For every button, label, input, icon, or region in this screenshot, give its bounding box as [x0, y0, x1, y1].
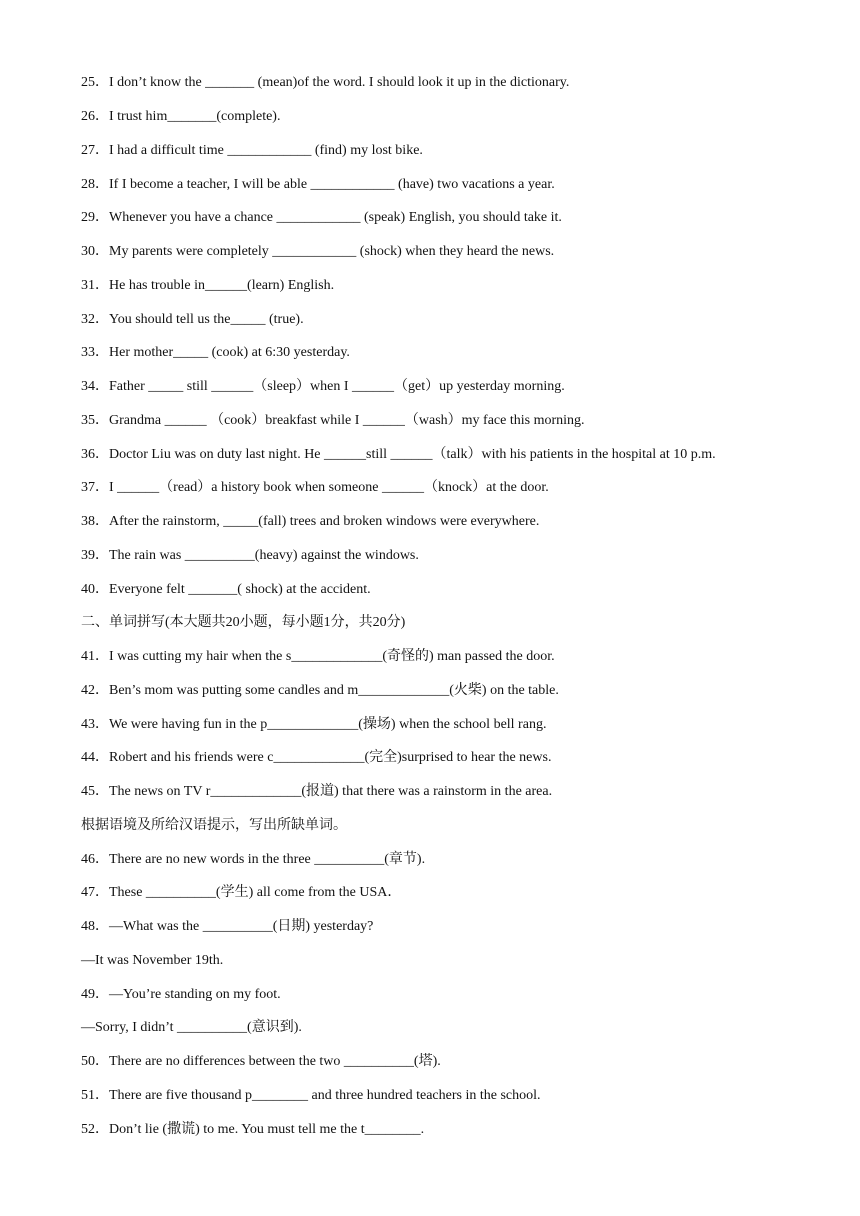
question-36: 36．Doctor Liu was on duty last night. He ______still ______（talk）with his patients in the hospital at 10 p.m. [81, 447, 716, 462]
question-48: 48．—What was the __________(日期) yesterday? [81, 919, 374, 934]
question-34: 34．Father _____ still ______（sleep）when I ______（get）up yesterday morning. [81, 379, 565, 394]
answer-49: —Sorry, I didn’t __________(意识到). [81, 1020, 302, 1035]
question-37: 37．I ______（read）a history book when someone ______（knock）at the door. [81, 480, 549, 495]
question-51: 51．There are five thousand p________ and three hundred teachers in the school. [81, 1088, 541, 1103]
question-44: 44．Robert and his friends were c_____________(完全)surprised to hear the news. [81, 750, 552, 765]
question-32: 32．You should tell us the_____ (true). [81, 312, 304, 327]
question-35: 35．Grandma ______ （cook）breakfast while I ______（wash）my face this morning. [81, 413, 585, 428]
question-43: 43．We were having fun in the p_____________(操场) when the school bell rang. [81, 717, 547, 732]
question-38: 38．After the rainstorm, _____(fall) trees and broken windows were everywhere. [81, 514, 540, 529]
question-31: 31．He has trouble in______(learn) English. [81, 278, 335, 293]
question-49: 49．—You’re standing on my foot. [81, 987, 281, 1002]
answer-48: —It was November 19th. [81, 953, 224, 968]
question-52: 52．Don’t lie (撒谎) to me. You must tell me the t________. [81, 1122, 425, 1137]
question-30: 30．My parents were completely ____________ (shock) when they heard the news. [81, 244, 555, 259]
question-41: 41．I was cutting my hair when the s_____________(奇怪的) man passed the door. [81, 649, 555, 664]
question-50: 50．There are no differences between the two __________(塔). [81, 1054, 441, 1069]
question-26: 26．I trust him_______(complete). [81, 109, 281, 124]
question-33: 33．Her mother_____ (cook) at 6:30 yesterday. [81, 345, 350, 360]
question-45: 45．The news on TV r_____________(报道) that there was a rainstorm in the area. [81, 784, 553, 799]
question-46: 46．There are no new words in the three __________(章节). [81, 852, 426, 867]
question-27: 27．I had a difficult time ____________ (find) my lost bike. [81, 143, 423, 158]
question-39: 39．The rain was __________(heavy) against the windows. [81, 548, 419, 563]
question-28: 28．If I become a teacher, I will be able ____________ (have) two vacations a year. [81, 177, 555, 192]
instruction-text: 根据语境及所给汉语提示，写出所缺单词。 [81, 818, 347, 833]
section-heading: 二、单词拼写(本大题共20小题，每小题1分，共20分) [81, 615, 406, 630]
question-29: 29．Whenever you have a chance ____________ (speak) English, you should take it. [81, 210, 562, 225]
question-42: 42．Ben’s mom was putting some candles and m_____________(火柴) on the table. [81, 683, 559, 698]
question-25: 25．I don’t know the _______ (mean)of the word. I should look it up in the dictionary. [81, 75, 570, 90]
question-40: 40．Everyone felt _______( shock) at the accident. [81, 582, 371, 597]
question-47: 47．These __________(学生) all come from the USA． [81, 885, 402, 900]
